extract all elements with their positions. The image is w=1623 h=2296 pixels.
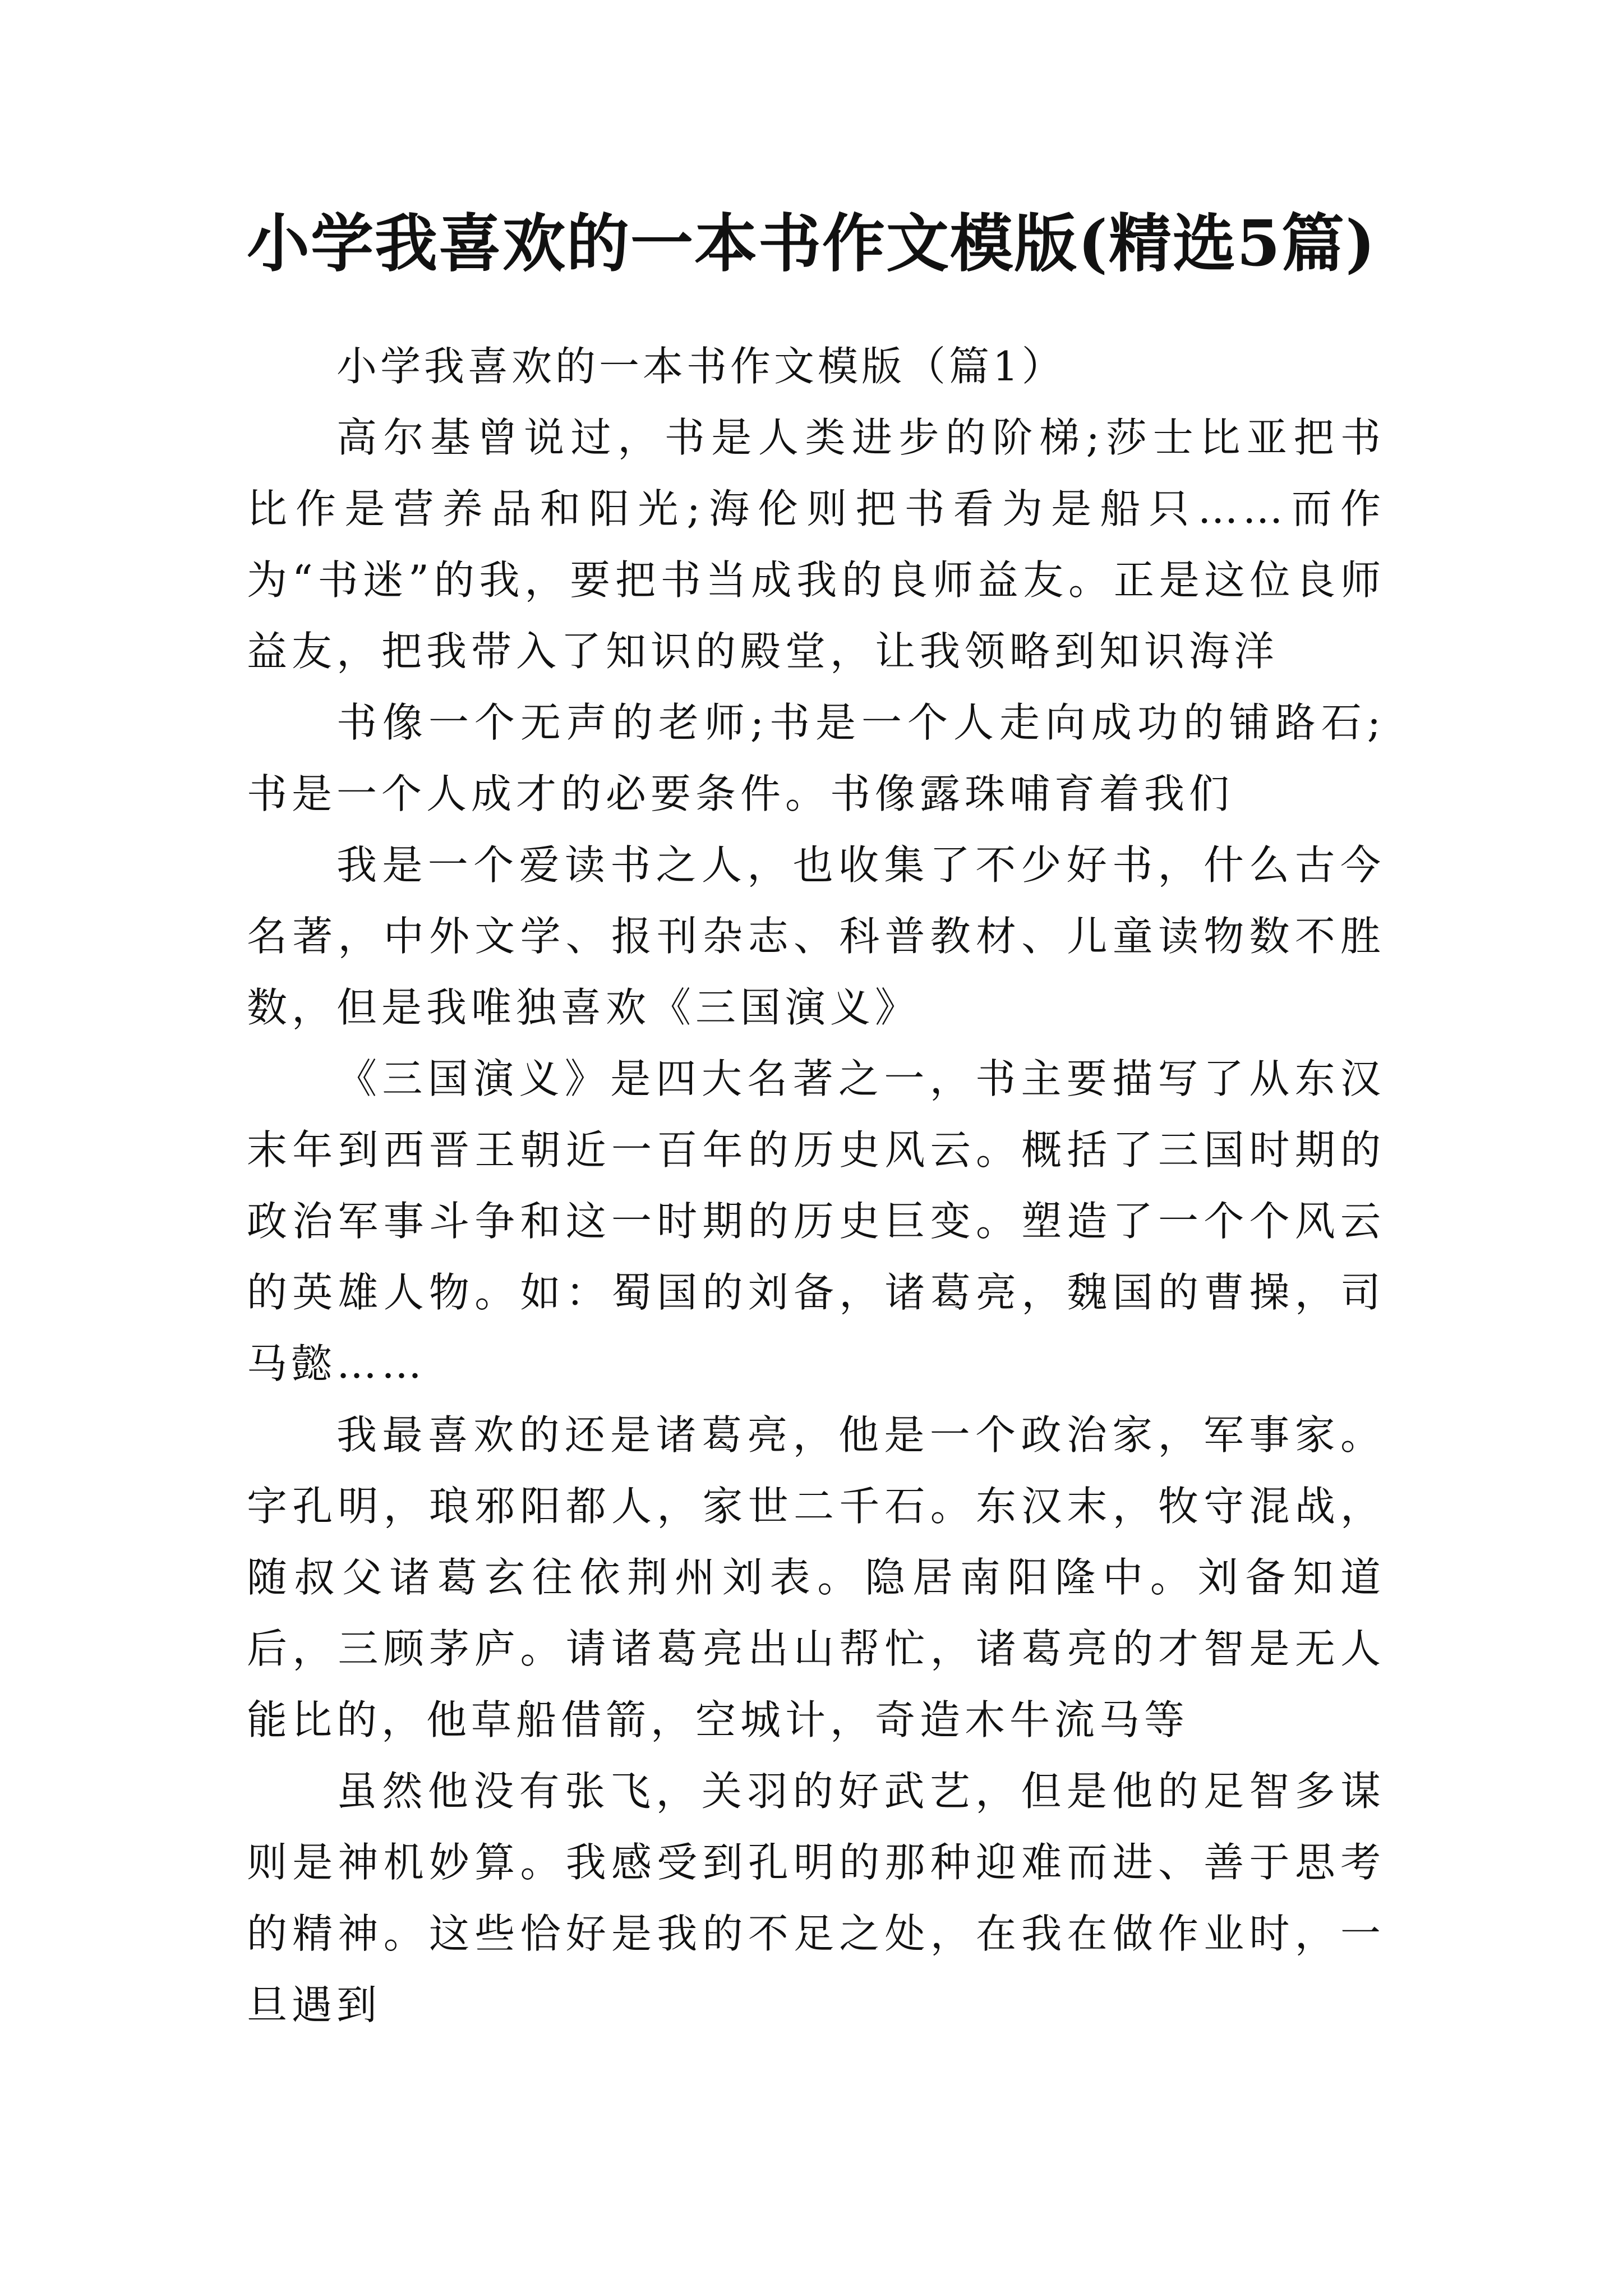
- paragraph-1: 高尔基曾说过，书是人类进步的阶梯;莎士比亚把书比作是营养品和阳光;海伦则把书看为是船只……而作为“书迷”的我，要把书当成我的良师益友。正是这位良师益友，把我带入了知识的殿堂，让我领略到知识海洋: [247, 414, 1385, 675]
- paragraph-3: 我是一个爱读书之人，也收集了不少好书，什么古今名著，中外文学、报刊杂志、科普教材、儿童读物数不胜数，但是我唯独喜欢《三国演义》: [247, 841, 1385, 1031]
- document-title: 小学我喜欢的一本书作文模版(精选5篇): [247, 207, 1376, 280]
- section-heading: 小学我喜欢的一本书作文模版（篇1）: [336, 343, 1066, 390]
- paragraph-6: 虽然他没有张飞，关羽的好武艺，但是他的足智多谋则是神机妙算。我感受到孔明的那种迎难而进、善于思考的精神。这些恰好是我的不足之处，在我在做作业时，一旦遇到: [247, 1768, 1385, 2028]
- paragraph-4: 《三国演义》是四大名著之一，书主要描写了从东汉末年到西晋王朝近一百年的历史风云。概括了三国时期的政治军事斗争和这一时期的历史巨变。塑造了一个个风云的英雄人物。如：蜀国的刘备，诸葛亮，魏国的曹操，司马懿……: [247, 1055, 1385, 1387]
- paragraph-5: 我最喜欢的还是诸葛亮，他是一个政治家，军事家。字孔明，琅邪阳都人，家世二千石。东汉末，牧守混战，随叔父诸葛玄往依荆州刘表。隐居南阳隆中。刘备知道后，三顾茅庐。请诸葛亮出山帮忙，诸葛亮的才智是无人能比的，他草船借箭，空城计，奇造木牛流马等: [247, 1411, 1385, 1743]
- paragraph-2: 书像一个无声的老师;书是一个人走向成功的铺路石;书是一个人成才的必要条件。书像露珠哺育着我们: [247, 699, 1385, 817]
- document-body: [247, 331, 1385, 2041]
